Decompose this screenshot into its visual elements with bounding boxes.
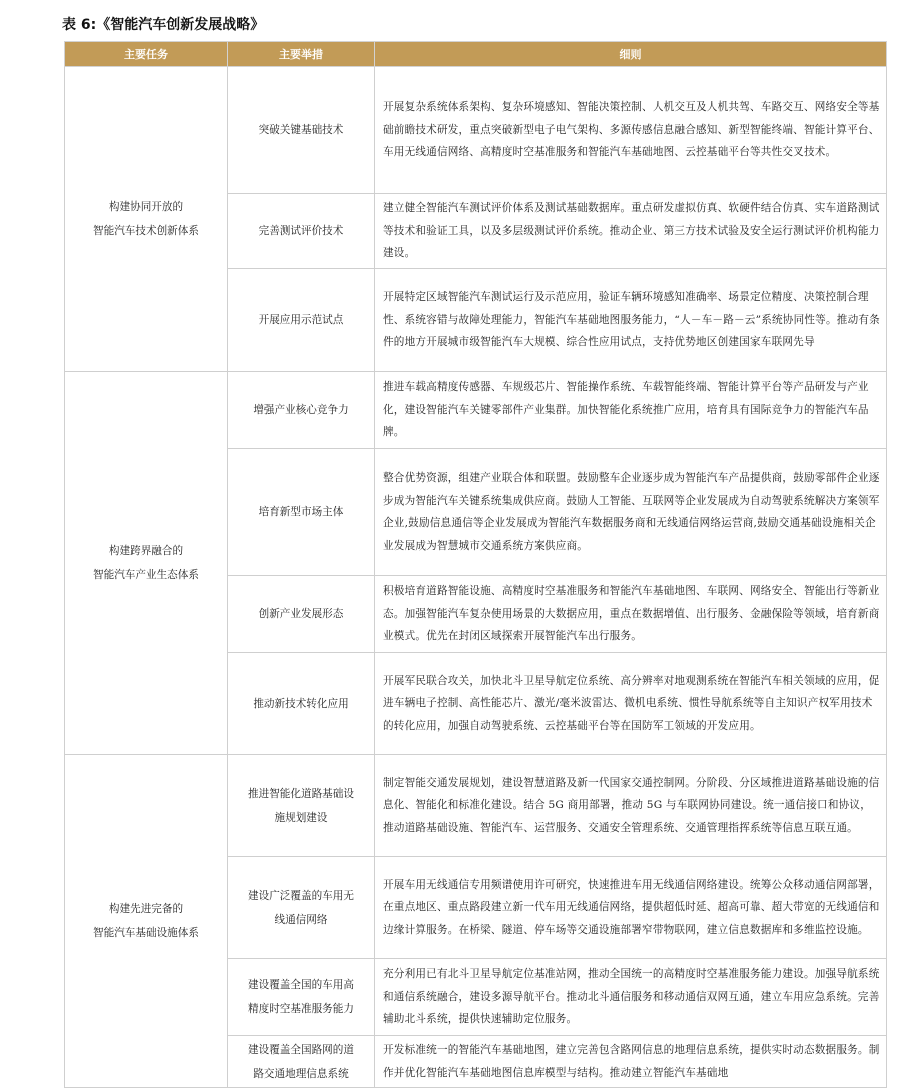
table-row xyxy=(65,372,887,449)
detail-cell: 开展复杂系统体系架构、复杂环境感知、智能决策控制、人机交互及人机共驾、车路交互、网络安全等基础前瞻技术研发，重点突破新型电子电气架构、多源传感信息融合感知、新型智能终端、智能计算平台、车用无线通信网络、高精度时空基准服务和智能汽车基础地图、云控基础平台等共性交叉技术。 xyxy=(375,67,887,194)
detail-cell: 充分利用已有北斗卫星导航定位基准站网，推动全国统一的高精度时空基准服务能力建设。加强导航系统和通信系统融合，建设多源导航平台。推动北斗通信服务和移动通信双网互通，建立车用应急系统。完善辅助北斗系统，提供快速辅助定位服务。 xyxy=(375,959,887,1036)
measure-cell: 建设广泛覆盖的车用无 线通信网络 xyxy=(228,857,375,959)
measure-cell: 创新产业发展形态 xyxy=(228,576,375,653)
measure-cell: 推动新技术转化应用 xyxy=(228,653,375,755)
task-cell: 构建先进完备的 智能汽车基础设施体系 xyxy=(65,755,228,1088)
detail-cell: 开展特定区域智能汽车测试运行及示范应用，验证车辆环境感知准确率、场景定位精度、决策控制合理性、系统容错与故障处理能力，智能汽车基础地图服务能力，“人－车－路－云”系统协同性等。推动有条件的地方开展城市级智能汽车大规模、综合性应用试点，支持优势地区创建国家车联网先导 xyxy=(375,269,887,372)
detail-cell: 制定智能交通发展规划，建设智慧道路及新一代国家交通控制网。分阶段、分区域推进道路基础设施的信息化、智能化和标准化建设。结合 5G 商用部署，推动 5G 与车联网协同建设。统一通信接口和协议，推动道路基础设施、智能汽车、运营服务、交通安全管理系统、交通管理指挥系统等信息互联互通。 xyxy=(375,755,887,857)
task-cell: 构建跨界融合的 智能汽车产业生态体系 xyxy=(65,372,228,755)
detail-cell: 积极培育道路智能设施、高精度时空基准服务和智能汽车基础地图、车联网、网络安全、智能出行等新业态。加强智能汽车复杂使用场景的大数据应用，重点在数据增值、出行服务、金融保险等领域，培育新商业模式。优先在封闭区域探索开展智能汽车出行服务。 xyxy=(375,576,887,653)
detail-cell: 开展车用无线通信专用频谱使用许可研究，快速推进车用无线通信网络建设。统筹公众移动通信网部署，在重点地区、重点路段建立新一代车用无线通信网络，提供超低时延、超高可靠、超大带宽的无线通信和边缘计算服务。在桥梁、隧道、停车场等交通设施部署窄带物联网，建立信息数据库和多维监控设施。 xyxy=(375,857,887,959)
measure-cell: 增强产业核心竞争力 xyxy=(228,372,375,449)
strategy-table xyxy=(64,41,887,1088)
measure-cell: 建设覆盖全国路网的道 路交通地理信息系统 xyxy=(228,1036,375,1088)
detail-cell: 开展军民联合攻关，加快北斗卫星导航定位系统、高分辨率对地观测系统在智能汽车相关领域的应用，促进车辆电子控制、高性能芯片、激光/毫米波雷达、微机电系统、惯性导航系统等自主知识产权军用技术的转化应用，加强自动驾驶系统、云控基础平台等在国防军工领域的开发应用。 xyxy=(375,653,887,755)
table-title: 表 6:《智能汽车创新发展战略》 xyxy=(62,17,265,33)
detail-cell: 推进车载高精度传感器、车规级芯片、智能操作系统、车载智能终端、智能计算平台等产品研发与产业化，建设智能汽车关键零部件产业集群。加快智能化系统推广应用，培育具有国际竞争力的智能汽车品牌。 xyxy=(375,372,887,449)
measure-cell: 完善测试评价技术 xyxy=(228,194,375,269)
measure-cell: 开展应用示范试点 xyxy=(228,269,375,372)
header-main-measure: 主要举措 xyxy=(228,42,375,67)
measure-cell: 突破关键基础技术 xyxy=(228,67,375,194)
table-row xyxy=(65,755,887,857)
table-header-row xyxy=(65,42,887,67)
header-detail: 细则 xyxy=(375,42,887,67)
detail-cell: 整合优势资源，组建产业联合体和联盟。鼓励整车企业逐步成为智能汽车产品提供商，鼓励零部件企业逐步成为智能汽车关键系统集成供应商。鼓励人工智能、互联网等企业发展成为自动驾驶系统解决方案领军企业,鼓励信息通信等企业发展成为智能汽车数据服务商和无线通信网络运营商,鼓励交通基础设施相关企业发展成为智慧城市交通系统方案供应商。 xyxy=(375,449,887,576)
measure-cell: 培育新型市场主体 xyxy=(228,449,375,576)
measure-cell: 推进智能化道路基础设 施规划建设 xyxy=(228,755,375,857)
task-cell: 构建协同开放的 智能汽车技术创新体系 xyxy=(65,67,228,372)
detail-cell: 建立健全智能汽车测试评价体系及测试基础数据库。重点研发虚拟仿真、软硬件结合仿真、实车道路测试等技术和验证工具，以及多层级测试评价系统。推动企业、第三方技术试验及安全运行测试评价机构能力建设。 xyxy=(375,194,887,269)
table-row xyxy=(65,67,887,194)
measure-cell: 建设覆盖全国的车用高 精度时空基准服务能力 xyxy=(228,959,375,1036)
header-main-task: 主要任务 xyxy=(65,42,228,67)
detail-cell: 开发标准统一的智能汽车基础地图，建立完善包含路网信息的地理信息系统，提供实时动态数据服务。制作并优化智能汽车基础地图信息库模型与结构。推动建立智能汽车基础地 xyxy=(375,1036,887,1088)
